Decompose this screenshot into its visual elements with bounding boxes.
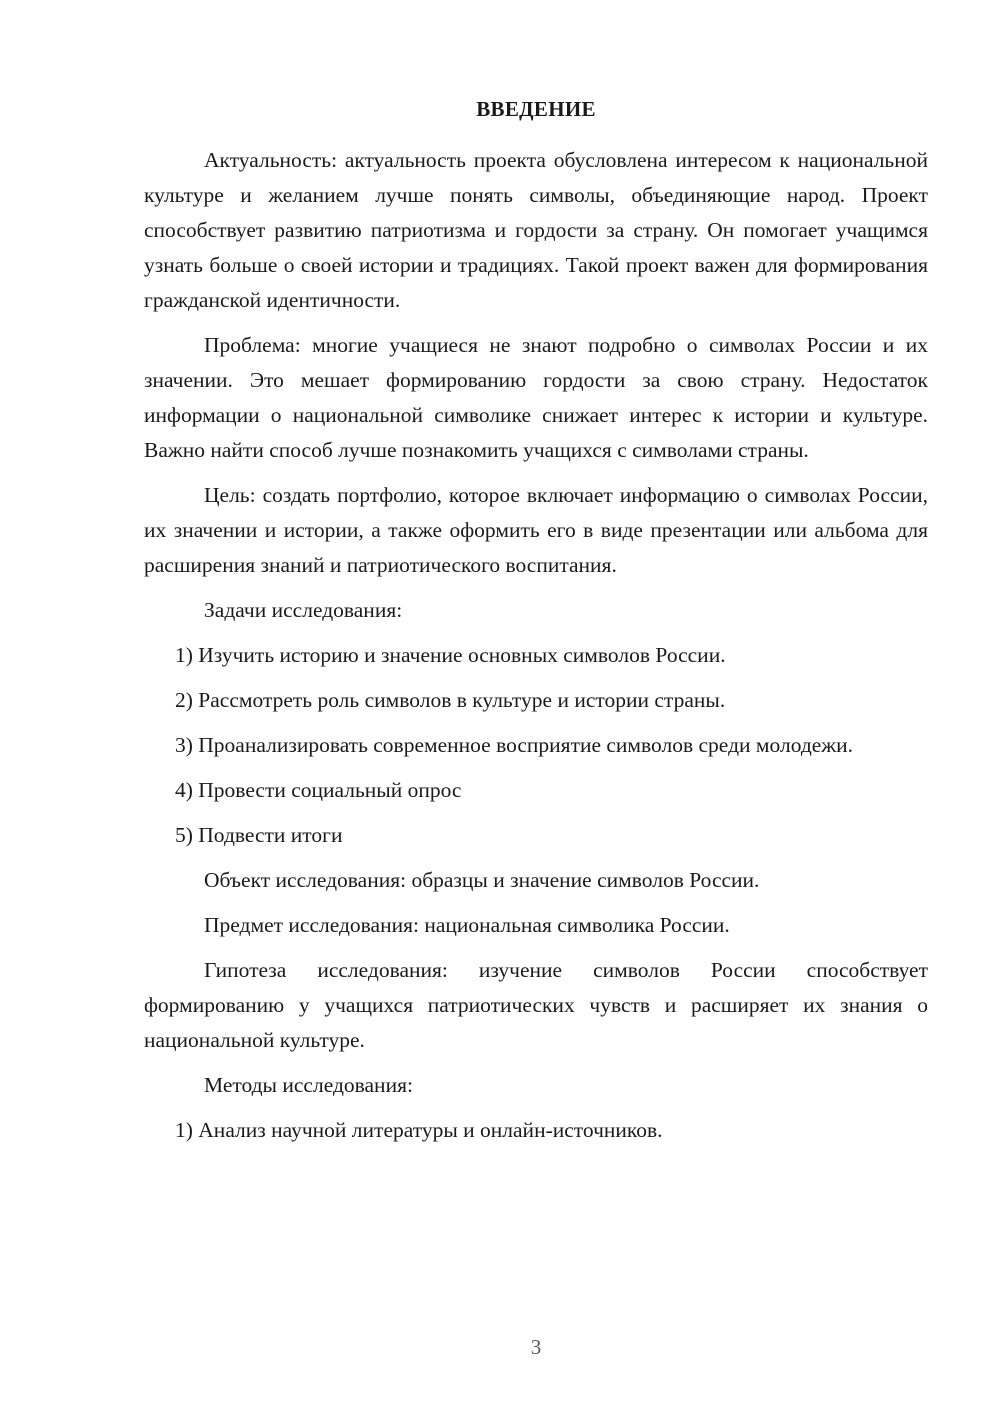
task-item: 3) Проанализировать современное восприятие символов среди молодежи.: [175, 733, 854, 757]
research-subject: Предмет исследования: национальная символика России.: [204, 913, 730, 937]
relevance-paragraph: Актуальность: актуальность проекта обусловлена интересом к национальной культуре и желанием лучше понять символы, объединяющие народ. Проект способствует развитию патриотизма и гордости за страну. Он помогает учащимся узнать больше о своей истории и традициях. Такой проект важен для формирования гражданской идентичности.: [144, 148, 928, 312]
task-item: 4) Провести социальный опрос: [175, 778, 462, 802]
body-text: [144, 143, 928, 1158]
page-number: 3: [530, 1335, 542, 1359]
problem-paragraph: Проблема: многие учащиеся не знают подробно о символах России и их значении. Это мешает формированию гордости за свою страну. Недостаток информации о национальной символике снижает интерес к истории и культуре. Важно найти способ лучше познакомить учащихся с символами страны.: [144, 333, 928, 462]
task-item: 1) Изучить историю и значение основных символов России.: [175, 643, 726, 667]
research-object: Объект исследования: образцы и значение символов России.: [204, 868, 760, 892]
goal-paragraph: Цель: создать портфолио, которое включает информацию о символах России, их значении и истории, а также оформить его в виде презентации или альбома для расширения знаний и патриотического воспитания.: [144, 483, 928, 577]
tasks-heading: Задачи исследования:: [204, 598, 403, 622]
methods-heading: Методы исследования:: [204, 1073, 413, 1097]
research-hypothesis: Гипотеза исследования: изучение символов России способствует формированию у учащихся патриотических чувств и расширяет их знания о национальной культуре.: [144, 958, 928, 1052]
task-item: 2) Рассмотреть роль символов в культуре и истории страны.: [175, 688, 726, 712]
method-item: 1) Анализ научной литературы и онлайн-источников.: [175, 1118, 663, 1142]
section-title: ВВЕДЕНИЕ: [476, 97, 596, 121]
task-item: 5) Подвести итоги: [175, 823, 343, 847]
